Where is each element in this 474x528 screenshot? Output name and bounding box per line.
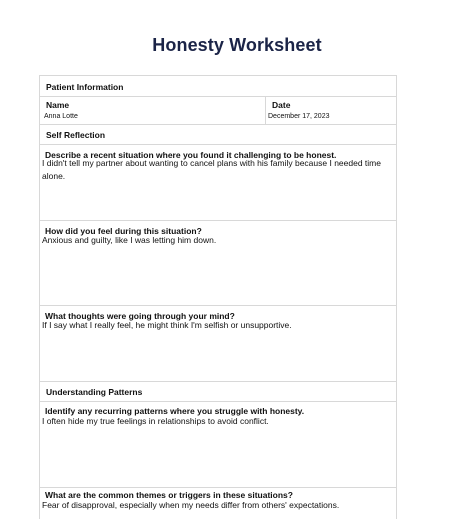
- answer-text: If I say what I really feel, he might think I'm selfish or unsupportive.: [42, 320, 292, 330]
- question-label: What are the common themes or triggers in these situations?: [45, 490, 293, 500]
- answer-text: I often hide my true feelings in relationships to avoid conflict.: [42, 416, 269, 426]
- page-title: Honesty Worksheet: [152, 35, 322, 55]
- date-label: Date: [272, 100, 291, 110]
- question-block: [40, 488, 396, 528]
- self-reflection-header: Self Reflection: [46, 130, 106, 140]
- question-block: [40, 402, 396, 488]
- question-label: What thoughts were going through your mind?: [45, 311, 235, 321]
- question-block: [40, 221, 396, 306]
- name-value: Anna Lotte: [44, 113, 78, 120]
- answer-text: Anxious and guilty, like I was letting him down.: [42, 235, 217, 245]
- name-date-row: [40, 97, 396, 125]
- name-label: Name: [46, 100, 70, 110]
- patient-info-header-row: [40, 76, 396, 97]
- question-label: Identify any recurring patterns where you struggle with honesty.: [45, 406, 305, 416]
- patient-info-header: Patient Information: [46, 82, 124, 92]
- date-value: December 17, 2023: [268, 113, 330, 120]
- answer-text: Fear of disapproval, especially when my needs differ from others' expectations.: [42, 500, 340, 510]
- understanding-patterns-header: Understanding Patterns: [46, 387, 143, 397]
- question-label: How did you feel during this situation?: [45, 226, 202, 236]
- question-block: [40, 145, 396, 221]
- worksheet-table: [39, 75, 397, 519]
- self-reflection-header-row: [40, 125, 396, 145]
- question-label: Describe a recent situation where you found it challenging to be honest.: [45, 150, 337, 160]
- understanding-patterns-header-row: [40, 382, 396, 402]
- question-block: [40, 306, 396, 382]
- answer-text: I didn't tell my partner about wanting to cancel plans with his family because I needed time alone.: [42, 158, 381, 181]
- cell-divider: [265, 97, 266, 124]
